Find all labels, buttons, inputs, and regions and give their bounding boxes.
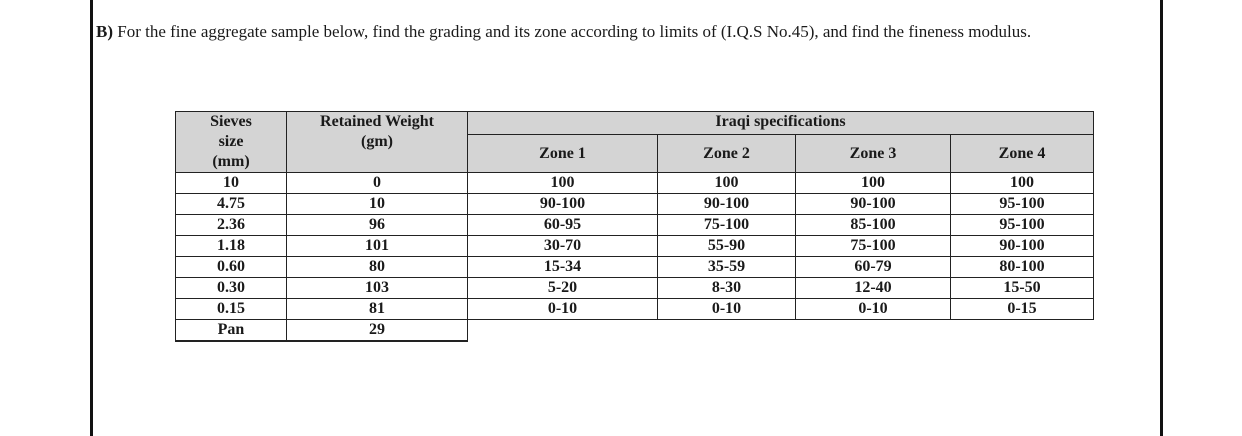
sieve-cell: Pan — [176, 320, 287, 342]
sieve-cell: 0.15 — [176, 299, 287, 320]
header-sieve-line1: Sieves — [210, 113, 252, 130]
zone-2-cell: 55-90 — [658, 236, 796, 257]
table-row — [176, 257, 1094, 278]
zone-1-cell: 30-70 — [468, 236, 658, 257]
retained-cell: 0 — [287, 173, 468, 194]
sieve-cell: 10 — [176, 173, 287, 194]
table-row — [176, 173, 1094, 194]
retained-cell: 10 — [287, 194, 468, 215]
retained-cell: 81 — [287, 299, 468, 320]
zone-2-cell: 100 — [658, 173, 796, 194]
zone-2-cell: 75-100 — [658, 215, 796, 236]
header-retained-weight — [287, 112, 468, 173]
table-row — [176, 299, 1094, 320]
table-row — [176, 215, 1094, 236]
zone-4-cell: 100 — [951, 173, 1094, 194]
header-sieve-size — [176, 112, 287, 173]
zone-1-cell: 60-95 — [468, 215, 658, 236]
zone-1-cell: 90-100 — [468, 194, 658, 215]
zone-4-cell: 15-50 — [951, 278, 1094, 299]
sieve-cell: 2.36 — [176, 215, 287, 236]
zone-4-cell: 95-100 — [951, 215, 1094, 236]
zone-2-cell: 90-100 — [658, 194, 796, 215]
retained-cell: 80 — [287, 257, 468, 278]
zone-2-cell: 0-10 — [658, 299, 796, 320]
zone-3-cell: 12-40 — [796, 278, 951, 299]
question-label: B) — [96, 22, 113, 41]
table-row — [176, 194, 1094, 215]
zone-3-cell: 85-100 — [796, 215, 951, 236]
zone-3-cell: 90-100 — [796, 194, 951, 215]
header-zone-1: Zone 1 — [468, 135, 658, 173]
header-sieve-line3: (mm) — [212, 153, 250, 170]
zone-4-cell: 0-15 — [951, 299, 1094, 320]
header-iraqi-specifications: Iraqi specifications — [468, 112, 1094, 135]
zone-2-cell: 35-59 — [658, 257, 796, 278]
empty-cell — [951, 320, 1094, 342]
table-body — [176, 173, 1094, 342]
header-zone-2: Zone 2 — [658, 135, 796, 173]
zone-4-cell: 80-100 — [951, 257, 1094, 278]
zone-1-cell: 15-34 — [468, 257, 658, 278]
table-row — [176, 236, 1094, 257]
sieve-cell: 0.60 — [176, 257, 287, 278]
retained-cell: 29 — [287, 320, 468, 342]
empty-cell — [658, 320, 796, 342]
zone-1-cell: 100 — [468, 173, 658, 194]
zone-3-cell: 60-79 — [796, 257, 951, 278]
header-sieve-line2: size — [218, 133, 244, 150]
header-retained-line1: Retained Weight — [320, 113, 434, 130]
question-body: For the fine aggregate sample below, find the grading and its zone according to limits of (I.Q.S No.45), and find the fineness modulus. — [113, 22, 1032, 41]
zone-2-cell: 8-30 — [658, 278, 796, 299]
header-retained-line2: (gm) — [361, 133, 393, 150]
zone-3-cell: 0-10 — [796, 299, 951, 320]
zone-1-cell: 5-20 — [468, 278, 658, 299]
sieve-cell: 0.30 — [176, 278, 287, 299]
zone-3-cell: 100 — [796, 173, 951, 194]
table-row — [176, 278, 1094, 299]
grading-table — [175, 111, 1094, 342]
sieve-cell: 1.18 — [176, 236, 287, 257]
question-text — [96, 18, 1160, 45]
zone-1-cell: 0-10 — [468, 299, 658, 320]
zone-4-cell: 90-100 — [951, 236, 1094, 257]
retained-cell: 96 — [287, 215, 468, 236]
retained-cell: 101 — [287, 236, 468, 257]
zone-4-cell: 95-100 — [951, 194, 1094, 215]
empty-cell — [468, 320, 658, 342]
sieve-cell: 4.75 — [176, 194, 287, 215]
header-zone-4: Zone 4 — [951, 135, 1094, 173]
empty-cell — [796, 320, 951, 342]
table-row — [176, 320, 1094, 342]
retained-cell: 103 — [287, 278, 468, 299]
zone-3-cell: 75-100 — [796, 236, 951, 257]
header-zone-3: Zone 3 — [796, 135, 951, 173]
